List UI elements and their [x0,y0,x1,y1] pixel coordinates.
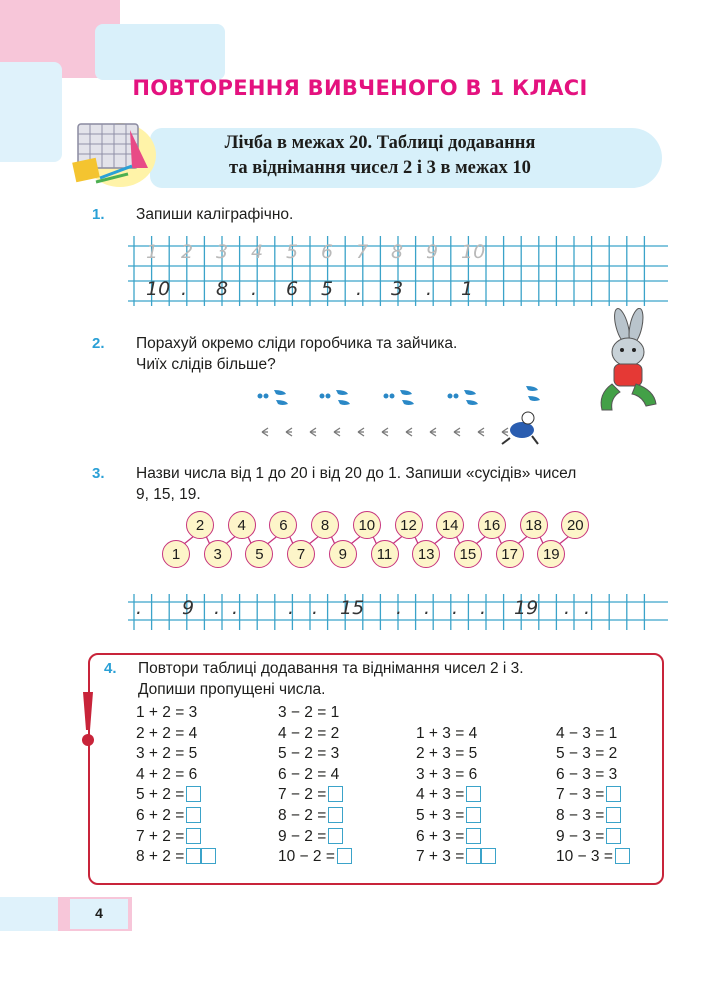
equation [278,807,343,825]
task-4-number: 4. [104,660,117,677]
even-number-circle: 10 [353,511,381,539]
odd-number-circle: 13 [412,540,440,568]
odd-number-circle: 7 [287,540,315,568]
equation-text: 5 + 2 = [136,786,185,804]
equation [556,725,617,743]
handwritten-answer: . [312,597,319,619]
equation-text: 1 + 3 = 4 [416,724,478,742]
equation [556,848,630,866]
answer-box[interactable] [466,848,481,864]
task-2-number: 2. [92,335,105,352]
equation [278,745,339,763]
even-number-circle: 20 [561,511,589,539]
equation-text: 5 − 3 = 2 [556,745,618,763]
handwritten-digit: 5 [286,241,299,263]
answer-box[interactable] [466,807,481,823]
odd-number-circle: 5 [245,540,273,568]
handwritten-digit: . [251,278,258,300]
handwritten-digit: 1 [146,241,159,263]
equation [136,828,201,846]
topic-heading [160,131,600,181]
equation [556,807,621,825]
answer-box[interactable] [186,786,201,802]
handwritten-answer: . [232,597,239,619]
equation-text: 9 − 3 = [556,827,605,845]
handwritten-answer: 9 [182,597,195,619]
answer-box[interactable] [186,807,201,823]
footprints-illustration [250,380,570,452]
equation [136,725,197,743]
even-number-circle: 18 [520,511,548,539]
equation [416,828,481,846]
equation-text: 10 − 2 = [278,848,335,866]
task-3-line-1: Назви числа від 1 до 20 і від 20 до 1. Запиши «сусідів» чисел [136,465,577,482]
odd-number-circle: 19 [537,540,565,568]
answer-box[interactable] [328,807,343,823]
handwritten-digit: 3 [391,278,404,300]
equation-text: 7 − 2 = [278,786,327,804]
equation-text: 6 + 3 = [416,827,465,845]
equation-text: 8 − 3 = [556,807,605,824]
equation-text: 3 − 2 = 1 [278,704,340,721]
handwritten-digit: 5 [321,278,334,300]
even-number-circle: 14 [436,511,464,539]
task-4-line-1: Повтори таблиці додавання та віднімання чисел 2 і 3. [138,660,524,677]
equation [136,807,201,825]
hare-illustration [592,308,664,418]
equation [556,766,617,784]
handwritten-answer: . [452,597,459,619]
task-3-line-2: 9, 15, 19. [136,486,201,503]
handwritten-answer: . [424,597,431,619]
equation-text: 3 + 3 = 6 [416,765,478,783]
answer-box[interactable] [466,786,481,802]
answer-box[interactable] [201,848,216,864]
even-number-circle: 12 [395,511,423,539]
equation [416,745,477,763]
task-2-line-2: Чиїх слідів більше? [136,356,276,373]
equation [136,848,216,866]
handwritten-digit: 9 [426,241,439,263]
task-3-text [136,463,576,505]
equation [278,828,343,846]
answer-box[interactable] [481,848,496,864]
decor-blue-tab [95,24,225,80]
handwritten-answer: . [564,597,571,619]
equation [136,745,197,763]
even-number-circle: 16 [478,511,506,539]
even-number-circle: 8 [311,511,339,539]
equation-text: 8 + 2 = [136,848,185,866]
odd-number-circle: 3 [204,540,232,568]
equation-text: 6 + 2 = [136,807,185,824]
task-2-text [136,333,457,375]
equation [416,786,481,804]
answer-box[interactable] [466,828,481,844]
equation [278,786,343,804]
equation [416,848,496,866]
equation-text: 9 − 2 = [278,827,327,845]
handwritten-digit: 10 [461,241,486,263]
page-number: 4 [95,905,103,921]
handwritten-answer: 15 [340,597,365,619]
task-1-number: 1. [92,206,105,223]
handwritten-answer: . [396,597,403,619]
odd-number-circle: 15 [454,540,482,568]
equation [416,807,481,825]
task-3-number: 3. [92,465,105,482]
handwritten-answer: . [288,597,295,619]
task-2-line-1: Порахуй окремо сліди горобчика та зайчика. [136,335,458,352]
equation-text: 7 − 3 = [556,786,605,804]
handwritten-digit: 8 [391,241,404,263]
answer-box[interactable] [606,786,621,802]
answer-box[interactable] [328,828,343,844]
equation-text: 5 + 3 = [416,807,465,824]
equation-text: 2 + 2 = 4 [136,724,198,742]
handwritten-digit: . [356,278,363,300]
topic-line-2: та віднімання чисел 2 і 3 в межах 10 [229,158,531,178]
answer-box[interactable] [606,807,621,823]
equation-text: 6 − 2 = 4 [278,765,340,783]
equation [278,766,339,784]
even-number-circle: 4 [228,511,256,539]
handwritten-digit: . [426,278,433,300]
answer-box[interactable] [186,848,201,864]
even-number-circle: 2 [186,511,214,539]
equation-text: 10 − 3 = [556,848,613,866]
handwritten-answer: . [214,597,221,619]
handwritten-digit: 2 [181,241,194,263]
equation [136,704,197,722]
handwritten-digit: 10 [146,278,171,300]
handwritten-answer: 19 [514,597,539,619]
handwritten-digit: 8 [216,278,229,300]
answer-box[interactable] [337,848,352,864]
calculator-abacus-icon [70,110,160,192]
equation [278,704,339,722]
answer-box[interactable] [606,828,621,844]
equation-text: 3 + 2 = 5 [136,745,198,763]
odd-number-circle: 11 [371,540,399,568]
equation [556,786,621,804]
odd-number-circle: 17 [496,540,524,568]
exclamation-icon [78,690,98,750]
handwritten-digit: 4 [251,241,264,263]
task-4-text [138,658,524,700]
equation [416,766,477,784]
handwritten-digit: 6 [286,278,299,300]
handwritten-answer: . [136,597,143,619]
even-number-circle: 6 [269,511,297,539]
handwritten-digit: 1 [461,278,474,300]
equation-text: 1 + 2 = 3 [136,704,198,721]
equation-text: 7 + 3 = [416,848,465,866]
odd-number-circle: 1 [162,540,190,568]
equation-text: 4 − 3 = 1 [556,724,618,742]
equation [136,766,197,784]
equation-text: 2 + 3 = 5 [416,745,478,763]
equation [136,786,201,804]
task-1-text: Запиши каліграфічно. [136,206,294,223]
equation-text: 5 − 2 = 3 [278,745,340,763]
equation [278,725,339,743]
equation-text: 8 − 2 = [278,807,327,824]
task-4-line-2: Допиши пропущені числа. [138,681,326,698]
equation [556,745,617,763]
handwritten-digit: 6 [321,241,334,263]
handwritten-answer: . [584,597,591,619]
topic-line-1: Лічба в межах 20. Таблиці додавання [224,133,536,153]
answer-box[interactable] [615,848,630,864]
handwritten-digit: . [181,278,188,300]
equation [556,828,621,846]
equation-text: 4 + 3 = [416,786,465,804]
equation-text: 6 − 3 = 3 [556,765,618,783]
equation-text: 4 + 2 = 6 [136,765,198,783]
handwritten-answer: . [480,597,487,619]
equation-text: 4 − 2 = 2 [278,724,340,742]
handwritten-digit: 3 [216,241,229,263]
equation-text: 7 + 2 = [136,827,185,845]
page-title: ПОВТОРЕННЯ ВИВЧЕНОГО В 1 КЛАСІ [132,76,588,100]
answer-box[interactable] [328,786,343,802]
answer-box[interactable] [186,828,201,844]
handwritten-digit: 7 [356,241,369,263]
equation [278,848,352,866]
odd-number-circle: 9 [329,540,357,568]
equation [416,725,477,743]
